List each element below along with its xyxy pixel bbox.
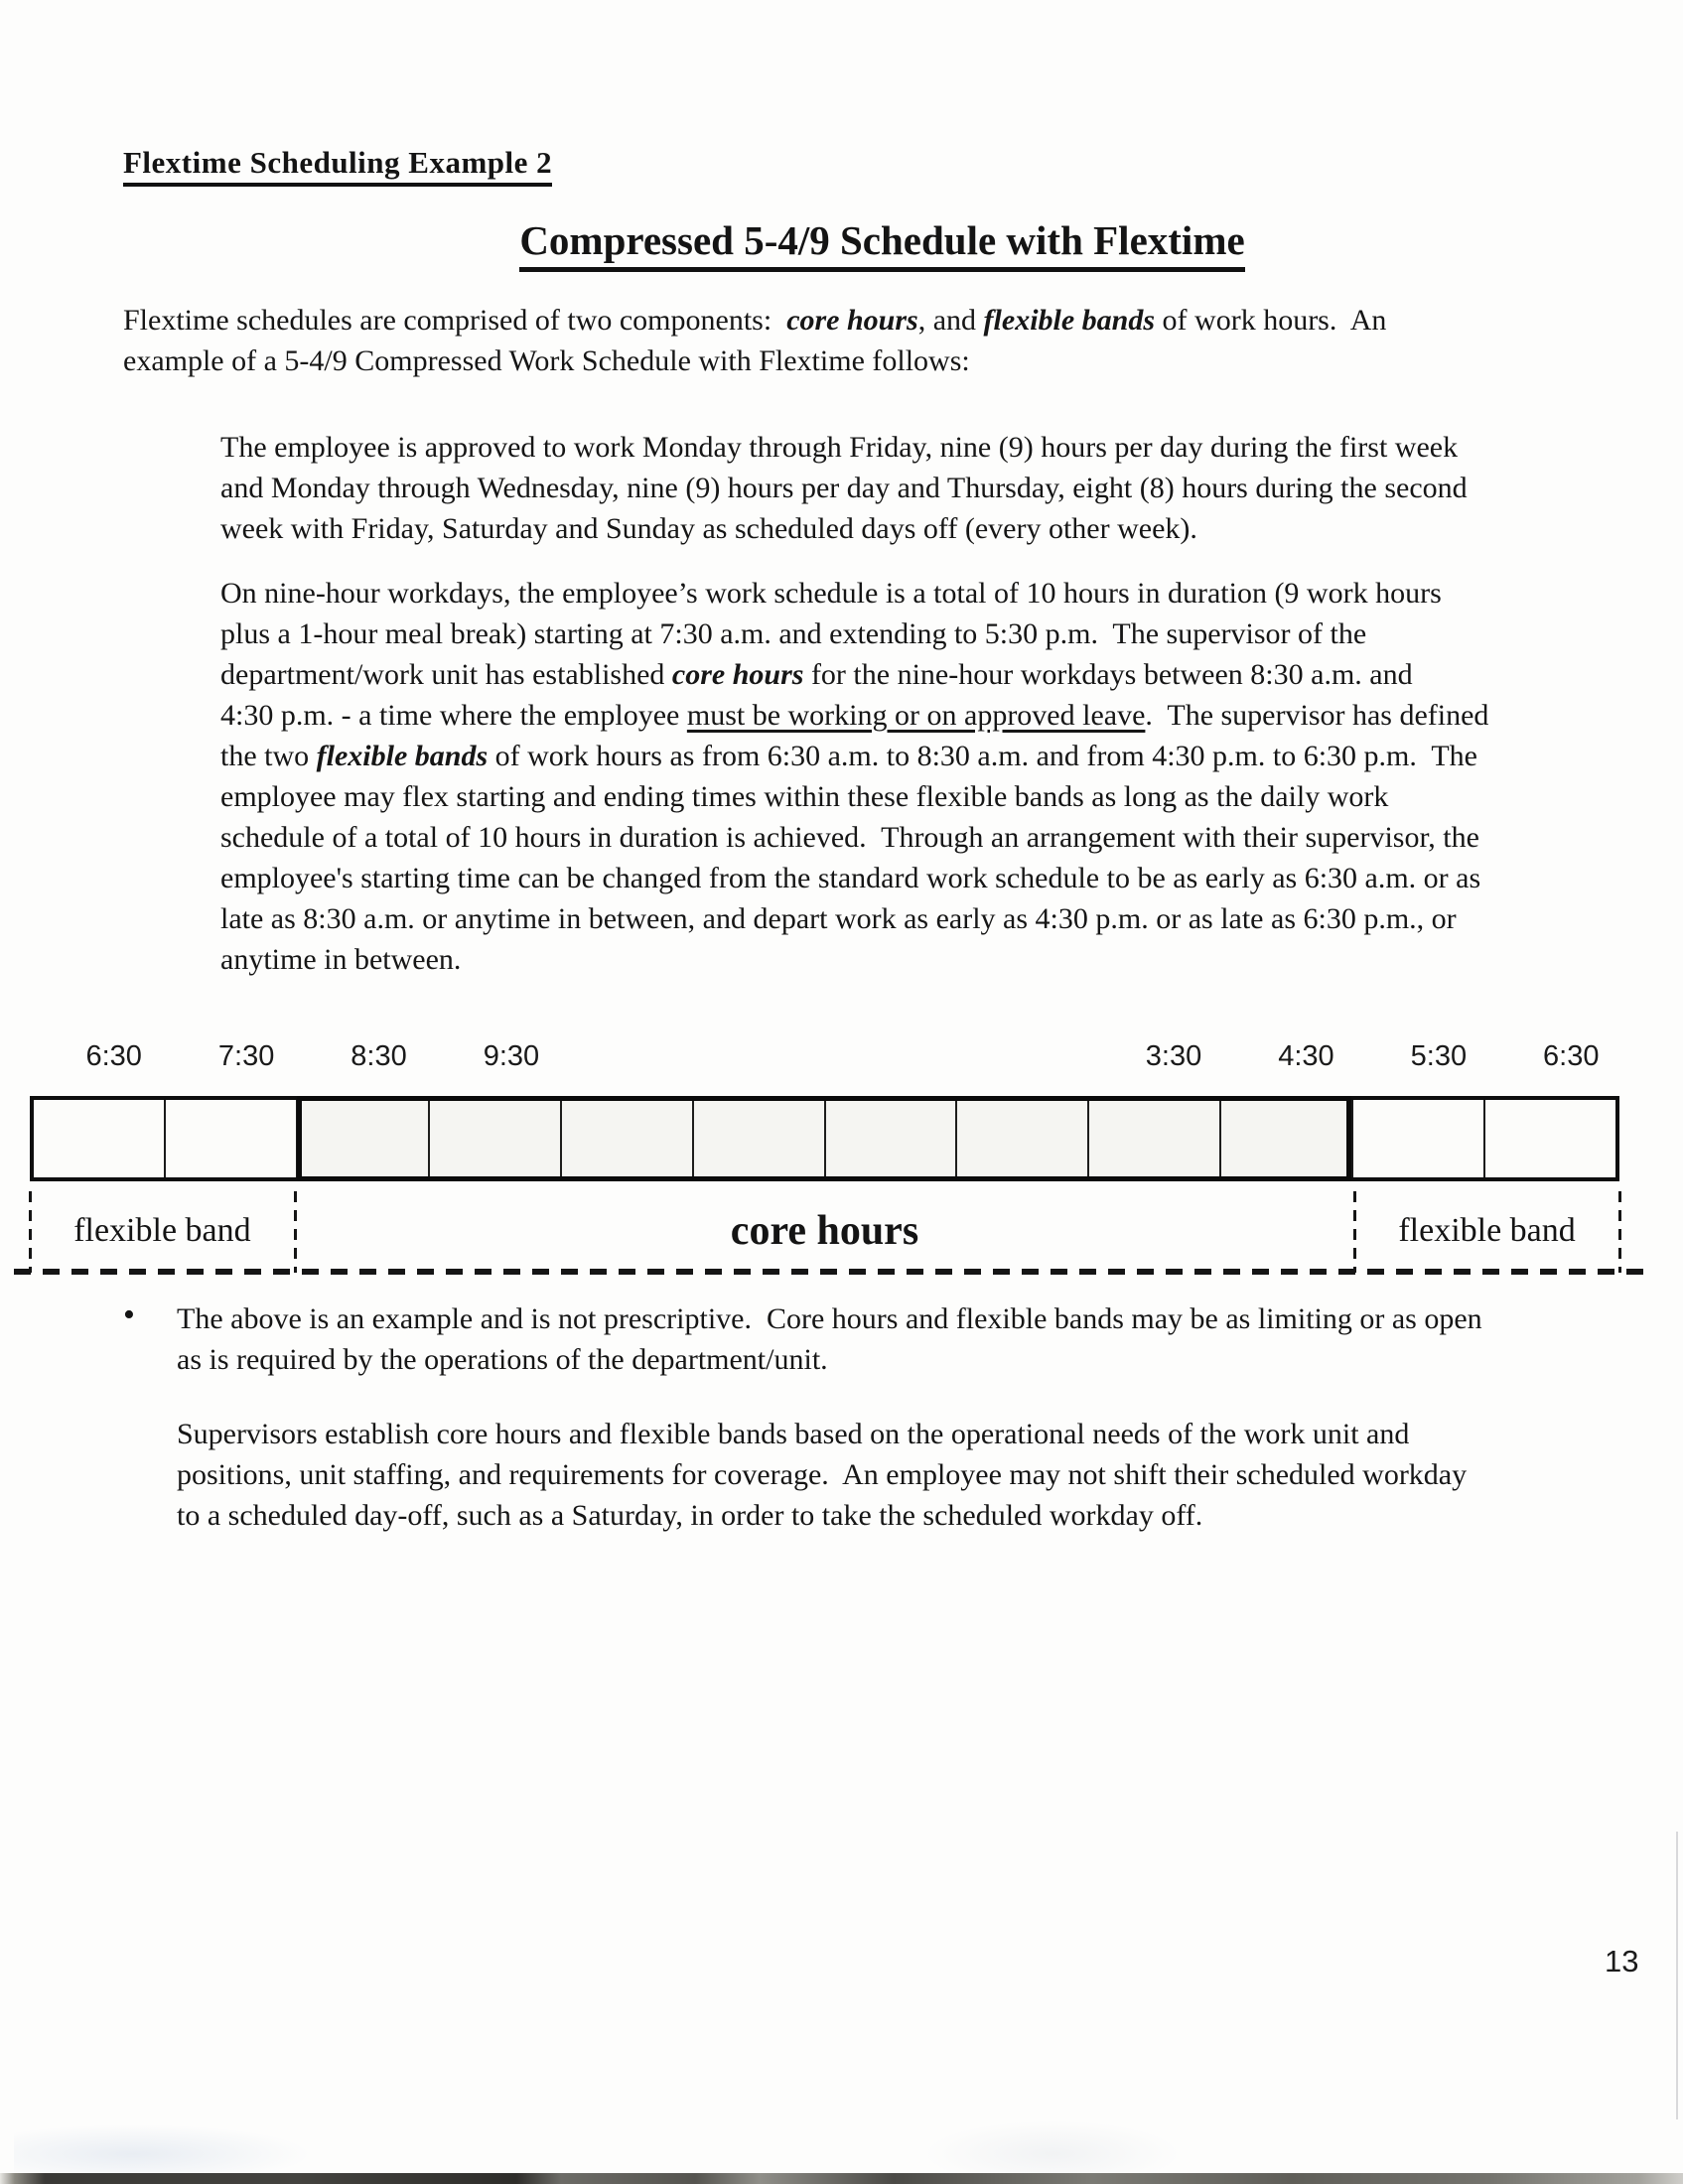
timeline-hour-cell [1089, 1100, 1221, 1177]
timeline-band-annotations [30, 1189, 1619, 1273]
text-run: , and [917, 304, 984, 337]
timeline-hour-cell [298, 1100, 430, 1177]
text-run: employee may flex starting and ending times within these flexible bands as long as the daily work [220, 780, 1389, 813]
text-run: department/work unit has established [220, 658, 672, 691]
timeline-bar [30, 1096, 1619, 1181]
timeline-tick-label: 6:30 [1543, 1040, 1600, 1072]
intro-paragraph [123, 300, 1386, 381]
timeline-tick-label: 6:30 [85, 1040, 142, 1072]
timeline-hour-cell [34, 1100, 166, 1177]
text-run: the two [220, 740, 317, 772]
text-run: as is required by the operations of the department/unit. [177, 1343, 828, 1376]
band-label-text: flexible band [1398, 1212, 1576, 1249]
dashed-band-divider [29, 1191, 32, 1273]
text-run: week with Friday, Saturday and Sunday as scheduled days off (every other week). [220, 512, 1197, 545]
core-hours-band-label [295, 1189, 1354, 1273]
text-run: and Monday through Wednesday, nine (9) hours per day and Thursday, eight (8) hours during the second [220, 472, 1468, 504]
text-run: core hours [671, 658, 804, 691]
timeline-tick-label: 8:30 [351, 1040, 407, 1072]
text-run: The above is an example and is not prescriptive. Core hours and flexible bands may be as limiting or as open [177, 1302, 1482, 1335]
timeline-hour-cell [957, 1100, 1089, 1177]
scan-smudge-artifact [14, 2124, 312, 2174]
text-run: employee's starting time can be changed from the standard work schedule to be as early as 6:30 a.m. or as [220, 862, 1481, 894]
timeline-tick-label: 5:30 [1410, 1040, 1468, 1072]
timeline-tick-label: 3:30 [1145, 1040, 1202, 1072]
page-number: 13 [1605, 1944, 1639, 1979]
document-title [41, 216, 1683, 264]
text-run: . The supervisor has defined [1145, 699, 1489, 732]
text-run: to a scheduled day-off, such as a Saturday, in order to take the scheduled workday off. [177, 1499, 1203, 1532]
bullet-note-paragraph [177, 1298, 1482, 1380]
text-run: core hours [786, 304, 918, 337]
timeline-hour-cell [1353, 1100, 1485, 1177]
bullet-marker: • [123, 1297, 135, 1333]
text-run: Flextime schedules are comprised of two components: [123, 304, 787, 337]
timeline-hour-cell [1221, 1100, 1353, 1177]
text-run: The employee is approved to work Monday through Friday, nine (9) hours per day during the first week [220, 431, 1459, 464]
dashed-band-divider [294, 1191, 297, 1273]
scan-smudge-artifact [923, 2120, 1182, 2176]
text-run: flexible bands [983, 304, 1156, 337]
scan-edge-artifact [1676, 1832, 1678, 2119]
text-run: 4:30 p.m. - a time where the employee [220, 699, 687, 732]
text-run: Supervisors establish core hours and flexible bands based on the operational needs of the work unit and [177, 1418, 1410, 1450]
timeline-hour-cell [694, 1100, 826, 1177]
text-run: On nine-hour workdays, the employee’s work schedule is a total of 10 hours in duration (9 work hours [220, 577, 1442, 610]
timeline-tick-label: 9:30 [483, 1040, 540, 1072]
text-run: late as 8:30 a.m. or anytime in between, and depart work as early as 4:30 p.m. or as late as 6:30 p.m., or [220, 902, 1457, 935]
text-run: of work hours. An [1155, 304, 1387, 337]
timeline-hour-cell [562, 1100, 694, 1177]
dashed-band-divider [1618, 1191, 1621, 1273]
text-run: anytime in between. [220, 943, 462, 976]
section-heading [123, 145, 552, 181]
text-run: example of a 5-4/9 Compressed Work Schedule with Flextime follows: [123, 344, 970, 377]
dashed-baseline [14, 1269, 1644, 1275]
workday-details-paragraph [220, 573, 1488, 980]
flexible-band-label [30, 1189, 295, 1273]
band-label-text: core hours [730, 1208, 919, 1254]
timeline-hour-cell [430, 1100, 562, 1177]
document-title-text: Compressed 5-4/9 Schedule with Flextime [519, 217, 1244, 272]
text-run: for the nine-hour workdays between 8:30 a.m. and [803, 658, 1413, 691]
dashed-band-divider [1353, 1191, 1356, 1273]
section-heading-text: Flextime Scheduling Example 2 [123, 145, 552, 187]
timeline-tick-label: 4:30 [1278, 1040, 1334, 1072]
flexible-band-label [1354, 1189, 1619, 1273]
timeline-tick-label: 7:30 [217, 1040, 275, 1072]
supervisors-paragraph [177, 1414, 1467, 1536]
text-run: must be working or on approved leave [686, 699, 1146, 732]
approved-schedule-paragraph [220, 427, 1468, 549]
timeline-tick-row [30, 1040, 1619, 1084]
text-run: of work hours as from 6:30 a.m. to 8:30 a.m. and from 4:30 p.m. to 6:30 p.m. The [488, 740, 1477, 772]
band-label-text: flexible band [73, 1212, 251, 1249]
text-run: flexible bands [316, 740, 489, 772]
timeline-hour-cell [1485, 1100, 1615, 1177]
text-run: schedule of a total of 10 hours in duration is achieved. Through an arrangement with their supervisor, the [220, 821, 1479, 854]
text-run: positions, unit staffing, and requirements for coverage. An employee may not shift their scheduled workday [177, 1458, 1468, 1491]
timeline-hour-cell [826, 1100, 958, 1177]
text-run: plus a 1-hour meal break) starting at 7:30 a.m. and extending to 5:30 p.m. The supervisor of the [220, 617, 1367, 650]
scan-bottom-edge-artifact [0, 2173, 1683, 2184]
timeline-hour-cell [166, 1100, 298, 1177]
